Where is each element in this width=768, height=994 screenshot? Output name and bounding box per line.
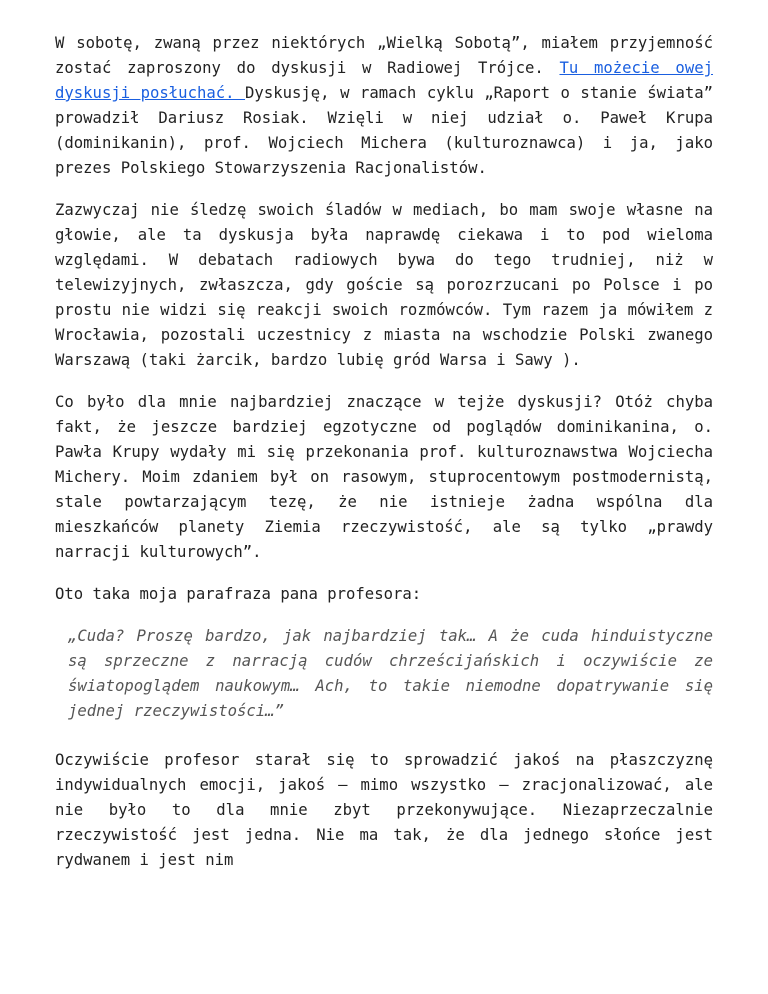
paragraph-media: Zazwyczaj nie śledzę swoich śladów w mediach, bo mam swoje własne na głowie, ale ta dyskusja była naprawdę ciekawa i to pod wieloma względami. W debatach radiowych bywa do tego trudniej, niż w telewizyjnych, zwłaszcza, gdy goście są porozrzucani po Polsce i po prostu nie widzi się reakcji swoich rozmówców. Tym razem ja mówiłem z Wrocławia, pozostali uczestnicy z miasta na wschodzie Polski zwanego Warszawą (taki żarcik, bardzo lubię gród Warsa i Sawy ).: [55, 201, 713, 369]
paragraph-conclusion: Oczywiście profesor starał się to sprowadzić jakoś na płaszczyznę indywidualnych emocji, jakoś – mimo wszystko – zracjonalizować, ale nie było to dla mnie zbyt przekonywujące. Niezaprzeczalnie rzeczywistość jest jedna. Nie ma tak, że dla jednego słońce jest rydwanem i jest nim: [55, 751, 713, 869]
paragraph-intro: [55, 31, 713, 181]
professor-paraphrase-quote: [55, 624, 713, 724]
article-body: [55, 31, 713, 890]
paragraph-paraphrase-intro: Oto taka moja parafraza pana profesora:: [55, 585, 422, 603]
quote-text: „Cuda? Proszę bardzo, jak najbardziej tak… A że cuda hinduistyczne są sprzeczne z narracją cudów chrześcijańskich i oczywiście ze światopoglądem naukowym… Ach, to takie niemodne dopatrywanie się jednej rzeczywistości…”: [68, 627, 713, 720]
intro-text-before: W sobotę, zwaną przez niektórych „Wielką Sobotą”, miałem przyjemność zostać zaproszony do dyskusji w Radiowej Trójce.: [55, 34, 713, 77]
intro-text-after: Dyskusję, w ramach cyklu „Raport o stanie świata” prowadził Dariusz Rosiak. Wzięli w niej udział o. Paweł Krupa (dominikanin), prof. Wojciech Michera (kulturoznawca) i ja, jako prezes Polskiego Stowarzyszenia Racjonalistów.: [55, 84, 714, 177]
listen-discussion-link[interactable]: Tu możecie owej dyskusji posłuchać.: [55, 59, 713, 102]
paragraph-discussion: Co było dla mnie najbardziej znaczące w tejże dyskusji? Otóż chyba fakt, że jeszcze bardziej egzotyczne od poglądów dominikanina, o. Pawła Krupy wydały mi się przekonania prof. kulturoznawstwa Wojciecha Michery. Moim zdaniem był on rasowym, stuprocentowym postmodernistą, stale powtarzającym tezę, że nie istnieje żadna wspólna dla mieszkańców planety Ziemia rzeczywistość, ale są tylko „prawdy narracji kulturowych”.: [55, 393, 713, 561]
